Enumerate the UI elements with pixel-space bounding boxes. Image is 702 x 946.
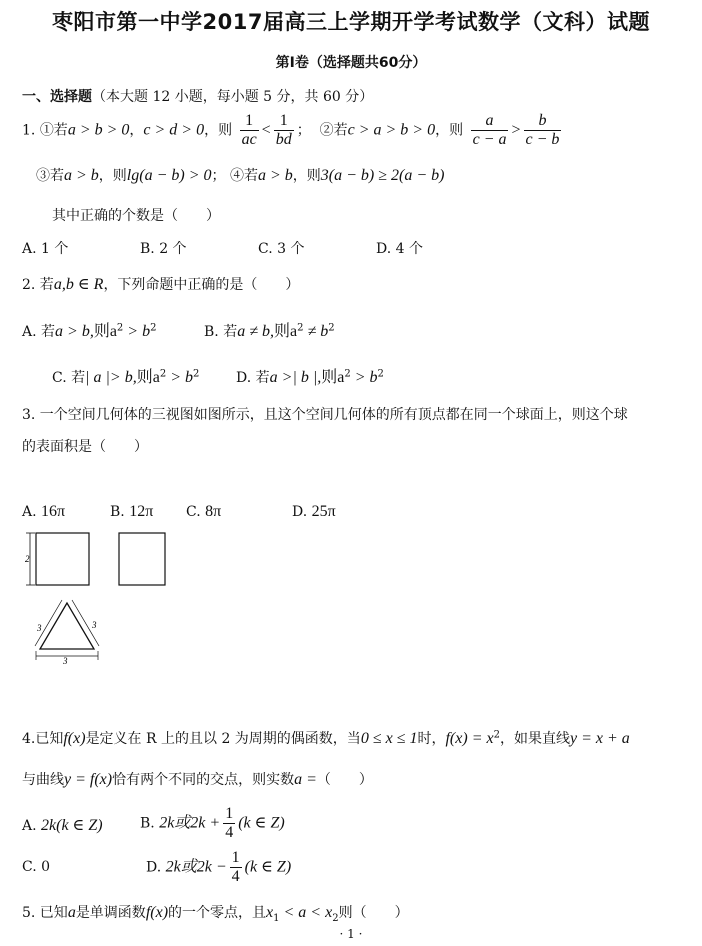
- q4-a-label: A.: [22, 818, 37, 834]
- q3-line2: 的表面积是（ ）: [22, 439, 148, 455]
- right-side-label: 3: [92, 620, 97, 630]
- q1-p4-res: 3(a − b) ≥ 2(a − b): [320, 167, 445, 184]
- q2-option-c[interactable]: [52, 364, 199, 387]
- q1-p1-cond: a > b > 0: [67, 121, 130, 139]
- q2-a-cond: a > b,: [55, 323, 94, 340]
- q2-b-sq1: 2: [297, 322, 304, 334]
- q1-p3-then: ，则: [98, 168, 127, 184]
- q1-ask: 其中正确的个数是（ ）: [52, 208, 220, 224]
- section-heading: [22, 86, 373, 106]
- q3-d-value: 25π: [311, 503, 336, 520]
- section-label: 一、选择题: [22, 89, 92, 105]
- q4-b-value2: (k ∈ Z): [238, 814, 285, 832]
- q5-x1: x: [266, 904, 274, 921]
- q1-p4-lead: ④若: [229, 168, 258, 184]
- q4-d-value2: (k ∈ Z): [244, 858, 292, 876]
- q1-frac-3-num: a: [485, 112, 494, 129]
- section-note: （本大题 12 小题，每小题 5 分，共 60 分）: [92, 89, 374, 105]
- q1-frac-2-num: 1: [279, 112, 288, 129]
- q2-c-cond: | a |> b,: [85, 369, 137, 386]
- q2-a-rel: > b: [123, 323, 151, 340]
- q2-b-rel: ≠ b: [303, 323, 329, 340]
- q4-d-label: D.: [146, 859, 162, 876]
- q1-number: 1.: [22, 122, 36, 139]
- q4-sq: 2: [493, 729, 500, 741]
- q1-p3-lead: ③若: [36, 168, 64, 184]
- q4-option-a[interactable]: [22, 815, 103, 835]
- q1-frac-3-den: c − a: [472, 131, 507, 148]
- q1-p1-sep: ，: [129, 122, 144, 139]
- q1-semi2: ；: [211, 168, 226, 184]
- q1-line2: [36, 165, 444, 185]
- q1-p3-res: lg(a − b) > 0: [126, 167, 212, 184]
- q4-b-value1: 2k或2k +: [159, 814, 221, 832]
- q1-p3-cond: a > b: [64, 167, 99, 184]
- q3-c-value: 8π: [205, 503, 222, 520]
- q2-b-label: B. 若: [204, 324, 238, 340]
- q4-l2b: 恰有两个不同的交点，则实数: [112, 772, 295, 788]
- q1-option-a[interactable]: A. 1 个: [22, 241, 69, 257]
- q5-sub1: 1: [273, 912, 280, 924]
- q4-a-value: 2k(k ∈ Z): [41, 817, 103, 834]
- q4-option-d[interactable]: [146, 849, 291, 886]
- three-view-figure: [22, 530, 182, 670]
- q4-d-value1: 2k或2k −: [165, 858, 227, 876]
- q5-var-a: a: [67, 904, 76, 921]
- q3-b-value: 12π: [129, 503, 154, 520]
- q4-l2a: 与曲线: [22, 772, 64, 788]
- q2-c-sq1: 2: [159, 368, 167, 380]
- q3-a-label: A.: [22, 504, 37, 520]
- q4-l1d: 时，: [417, 731, 446, 747]
- q4-domain: 0 ≤ x ≤ 1: [360, 730, 418, 747]
- page-title: 枣阳市第一中学2017届高三上学期开学考试数学（文科）试题: [52, 10, 650, 34]
- q1-gt: >: [511, 121, 521, 139]
- q2-a-label: A. 若: [22, 324, 56, 340]
- q1-semi: ；: [296, 122, 311, 139]
- q2-c-then: 则a: [136, 369, 160, 386]
- q1-frac-4: [524, 112, 562, 149]
- q4-d-frac-num: 1: [231, 849, 240, 866]
- q3-a-value: 16π: [41, 503, 66, 520]
- q3-option-d[interactable]: [292, 503, 336, 521]
- section-subtitle: 第Ⅰ卷（选择题共60分）: [275, 55, 427, 71]
- q1-frac-1-den: ac: [241, 131, 257, 148]
- q3-line1: 3. 一个空间几何体的三视图如图所示，且这个空间几何体的所有顶点都在同一个球面上，则这个球: [22, 407, 628, 423]
- q3-option-c[interactable]: [186, 503, 221, 521]
- q4-option-b[interactable]: [140, 805, 285, 842]
- q4-curve: y = f(x): [64, 771, 113, 788]
- q1-p2-lead: ②若: [319, 122, 348, 139]
- q2-option-a[interactable]: [22, 318, 156, 341]
- q4-line2: [22, 769, 373, 789]
- top-view-triangle: [40, 603, 94, 649]
- q4-l1b: 是定义在 R 上的且以 2 为周期的偶函数，当: [85, 731, 361, 747]
- q2-c-label: C. 若: [52, 370, 86, 386]
- q4-l1a: 4.已知: [22, 731, 64, 747]
- q5-a: 5. 已知: [22, 905, 68, 921]
- q5-fx: f(x): [145, 904, 169, 921]
- q2-a-then: 则a: [93, 323, 117, 340]
- q4-fx-def: f(x) = x: [445, 730, 494, 747]
- q4-option-c[interactable]: C. 0: [22, 859, 51, 875]
- q1-p4-then: ，则: [292, 168, 321, 184]
- height-label: 2: [25, 554, 30, 564]
- q1-p2-then: ，则: [435, 122, 464, 139]
- q4-line1: [22, 728, 630, 748]
- q1-frac-1: [240, 112, 259, 149]
- q2-d-rel: > b: [350, 369, 378, 386]
- q3-c-label: C.: [186, 504, 201, 520]
- q2-d-cond: a >| b |,: [269, 369, 322, 386]
- q1-p1-then: ，则: [204, 122, 233, 139]
- side-view-square: [119, 533, 165, 585]
- q1-line1: [22, 112, 564, 149]
- q1-p1-lead: ①若: [39, 122, 68, 139]
- q1-lt: <: [261, 121, 271, 139]
- q3-b-label: B.: [110, 504, 125, 520]
- q3-d-label: D.: [292, 504, 308, 520]
- q2-c-rel: > b: [166, 369, 193, 386]
- q2-d-label: D. 若: [236, 370, 270, 386]
- q1-frac-4-num: b: [538, 112, 547, 129]
- q2-a-sq1: 2: [116, 322, 124, 334]
- q4-l1g: ，如果直线: [499, 731, 570, 747]
- q1-option-b[interactable]: B. 2 个: [140, 241, 187, 257]
- q1-frac-4-den: c − b: [525, 131, 560, 148]
- q2-a-sq2: 2: [150, 322, 157, 334]
- left-side-label: 3: [37, 623, 42, 633]
- front-view-square: [36, 533, 89, 585]
- q4-b-label: B.: [140, 815, 155, 832]
- q1-p1-cond2: c > d > 0: [143, 121, 205, 139]
- bottom-side-label: 3: [63, 656, 68, 666]
- q2-b-cond: a ≠ b,: [237, 323, 274, 340]
- q5-sub2: 2: [332, 912, 339, 924]
- q4-fx: f(x): [63, 730, 86, 747]
- q4-l2d: （ ）: [316, 772, 373, 788]
- q4-b-frac-den: 4: [225, 824, 234, 841]
- q1-option-c[interactable]: C. 3 个: [258, 241, 305, 257]
- q4-d-frac-den: 4: [231, 868, 240, 885]
- q5-c: 的一个零点，且: [168, 905, 267, 921]
- q5-stem: [22, 902, 409, 924]
- q2-stem-a: 2. 若: [22, 277, 54, 293]
- q3-option-a[interactable]: [22, 503, 65, 521]
- q2-stem-b: ，下列命题中正确的是（ ）: [103, 277, 300, 293]
- q2-d-sq1: 2: [344, 368, 351, 380]
- q4-d-frac: [230, 849, 242, 886]
- q2-d-sq2: 2: [377, 368, 384, 380]
- q2-c-sq2: 2: [193, 368, 200, 380]
- q1-p2-cond: c > a > b > 0: [347, 121, 436, 139]
- q1-option-d[interactable]: D. 4 个: [376, 241, 423, 257]
- q2-stem: [22, 274, 299, 294]
- q5-d: 则（ ）: [338, 905, 409, 921]
- page-number: · 1 ·: [339, 927, 363, 941]
- q2-b-then: 则a: [273, 323, 298, 340]
- q2-d-then: 则a: [321, 369, 345, 386]
- q2-option-b[interactable]: [204, 318, 335, 341]
- q4-a-eq: a =: [294, 771, 317, 788]
- q5-b: 是单调函数: [75, 905, 146, 921]
- q2-stem-math: a,b ∈ R: [53, 276, 104, 293]
- q1-frac-2: [274, 112, 294, 149]
- q1-p4-cond: a > b: [257, 167, 293, 184]
- q5-ineq: < a < x: [279, 904, 333, 921]
- q1-frac-1-num: 1: [245, 112, 254, 129]
- q4-line-eq: y = x + a: [569, 730, 630, 747]
- q2-option-d[interactable]: [236, 364, 384, 387]
- q3-option-b[interactable]: [110, 503, 153, 521]
- q1-frac-3: [471, 112, 509, 149]
- q4-b-frac-num: 1: [225, 805, 234, 822]
- q4-b-frac: [223, 805, 235, 842]
- q1-frac-2-den: bd: [275, 131, 292, 148]
- q2-b-sq2: 2: [328, 322, 335, 334]
